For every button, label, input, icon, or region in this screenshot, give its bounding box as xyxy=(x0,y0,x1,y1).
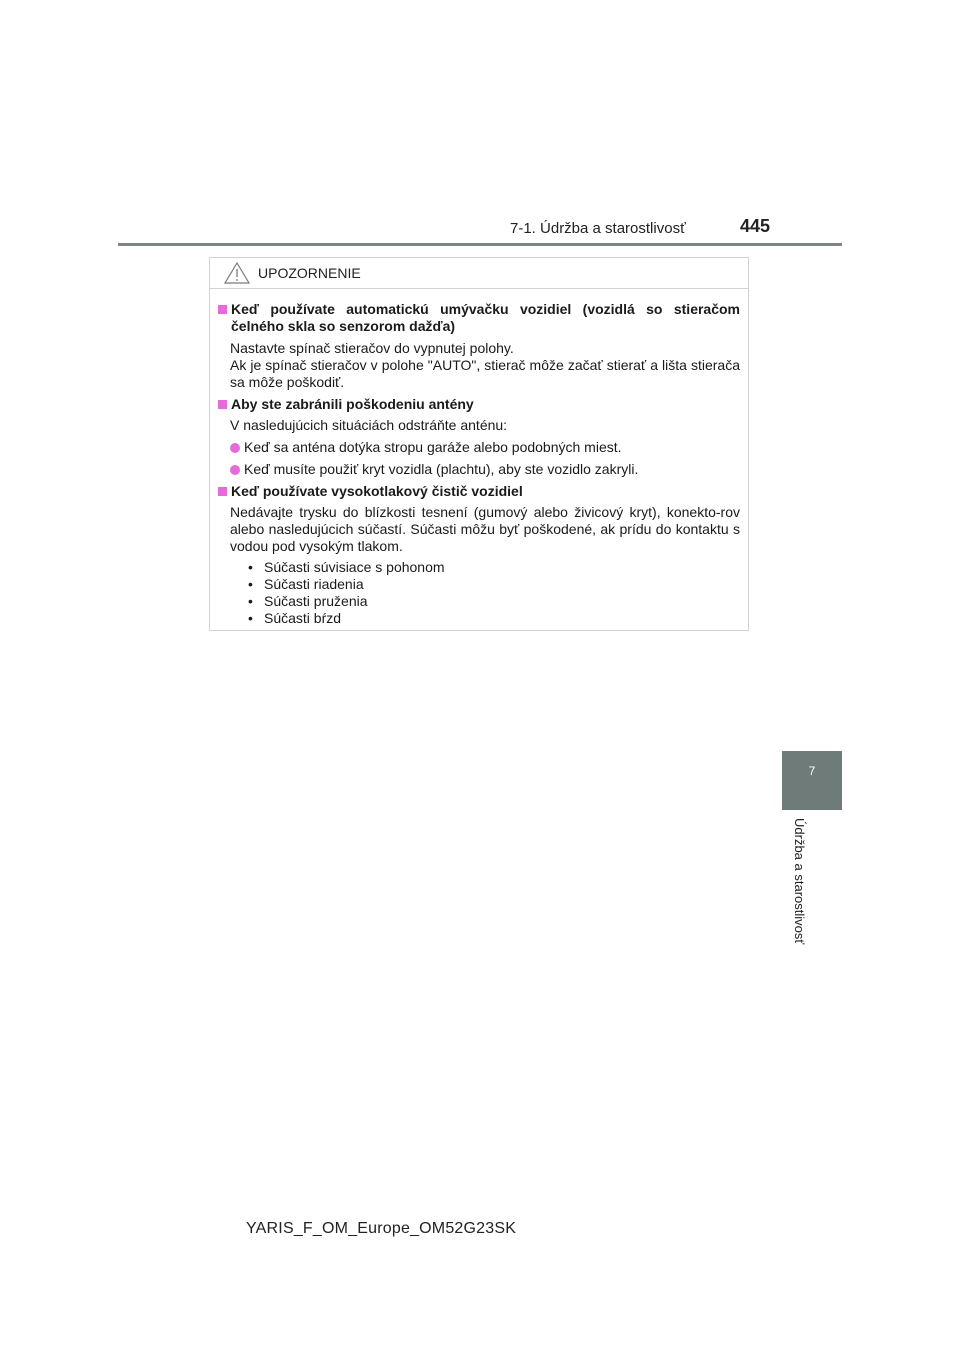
caution-header xyxy=(210,258,748,289)
warning-triangle-icon xyxy=(224,262,250,284)
list-item: • Súčasti súvisiace s pohonom xyxy=(248,559,445,575)
section-heading: Keď používate vysokotlakový čistič vozidiel xyxy=(218,483,740,500)
page-number: 445 xyxy=(740,216,771,236)
paragraph: Nastavte spínač stieračov do vypnutej polohy. xyxy=(230,340,514,356)
document-id: YARIS_F_OM_Europe_OM52G23SK xyxy=(246,1220,517,1237)
square-bullet-icon xyxy=(218,487,227,496)
chapter-tab[interactable] xyxy=(782,751,842,810)
list-item: Keď sa anténa dotýka stropu garáže alebo podobných miest. xyxy=(218,439,740,456)
square-bullet-icon xyxy=(218,400,227,409)
parts-list xyxy=(218,559,740,627)
chapter-number: 7 xyxy=(808,764,816,778)
round-bullet-icon xyxy=(230,465,240,475)
caution-box xyxy=(209,257,749,631)
header-divider xyxy=(118,243,842,246)
list-item: Keď musíte použiť kryt vozidla (plachtu), aby ste vozidlo zakryli. xyxy=(218,461,740,478)
caution-body xyxy=(210,289,748,627)
caution-title: UPOZORNENIE xyxy=(258,265,361,281)
section-heading: Aby ste zabránili poškodeniu antény xyxy=(218,396,740,413)
paragraph: V nasledujúcich situáciách odstráňte anténu: xyxy=(230,417,508,433)
paragraph: Nedávajte trysku do blízkosti tesnení (gumový alebo živicový kryt), konekto-rov alebo nasledujúcich súčastí. Súčasti môžu byť poškodené, ak prídu do kontaktu s vodou pod vysokým tlakom. xyxy=(230,504,740,554)
round-bullet-icon xyxy=(230,443,240,453)
list-item: • Súčasti riadenia xyxy=(248,576,364,592)
paragraph: Ak je spínač stieračov v polohe "AUTO", stierač môže začať stierať a lišta stierača sa môže poškodiť. xyxy=(230,357,740,390)
square-bullet-icon xyxy=(218,305,227,314)
list-item: • Súčasti pruženia xyxy=(248,593,368,609)
chapter-label: Údržba a starostlivosť xyxy=(792,818,807,945)
section-title: 7-1. Údržba a starostlivosť xyxy=(510,220,686,237)
list-item: • Súčasti bŕzd xyxy=(248,610,342,626)
section-heading: Keď používate automatickú umývačku vozidiel (vozidlá so stieračom čelného skla so senzorom dažďa) xyxy=(218,301,740,335)
